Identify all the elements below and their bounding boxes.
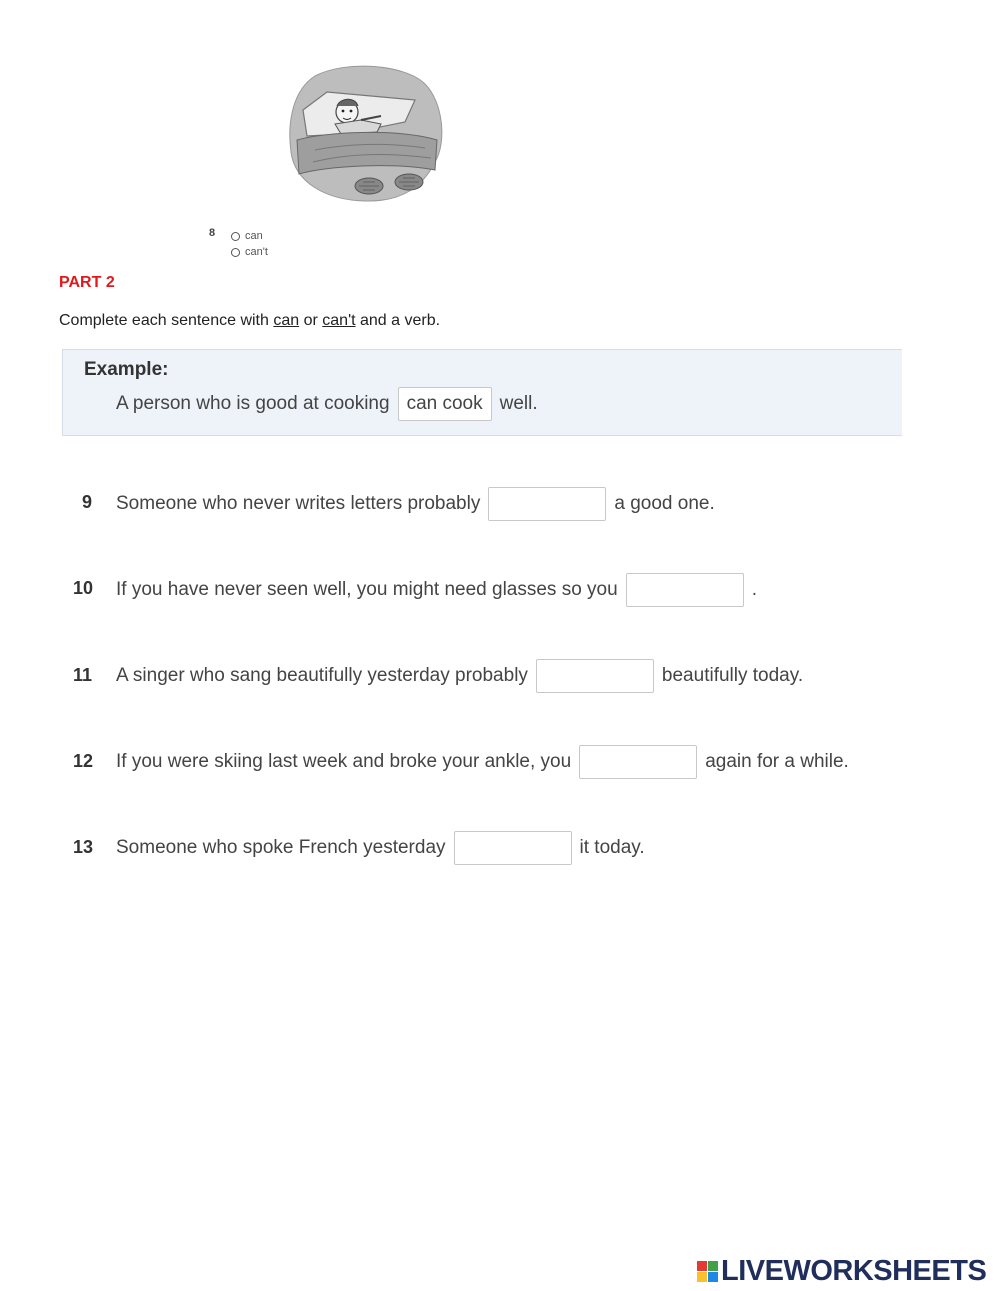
question-number: 12 — [73, 751, 94, 771]
question-12-sentence — [116, 745, 849, 779]
question-text-after: again for a while. — [705, 751, 849, 772]
question-number: 13 — [73, 837, 94, 857]
example-text-before: A person who is good at cooking — [116, 393, 390, 414]
example-label: Example: — [84, 359, 169, 380]
instruction-word-cant: can't — [322, 312, 356, 329]
answer-input-12[interactable] — [579, 745, 697, 779]
answer-input-9[interactable] — [488, 487, 606, 521]
option-cant[interactable] — [231, 246, 268, 258]
logo-block-icon — [697, 1261, 707, 1271]
radio-circle-icon[interactable] — [231, 248, 240, 257]
option-label: can't — [245, 246, 268, 258]
question-8-number: 8 — [209, 227, 216, 239]
option-can[interactable] — [231, 230, 263, 242]
answer-input-11[interactable] — [536, 659, 654, 693]
driver-car-illustration — [285, 62, 445, 204]
question-text-after: beautifully today. — [661, 665, 804, 686]
instruction-text: Complete each sentence with — [59, 312, 274, 329]
instruction-text: and a verb. — [355, 312, 441, 329]
question-text-after: a good one. — [614, 493, 715, 514]
question-text-after: it today. — [579, 837, 645, 858]
instruction-word-can: can — [273, 312, 300, 329]
logo-block-icon — [708, 1272, 718, 1282]
question-text-before: A singer who sang beautifully yesterday probably — [116, 665, 528, 686]
question-text-before: Someone who spoke French yesterday — [116, 837, 446, 858]
example-text-after: well. — [499, 393, 538, 414]
instruction — [59, 312, 440, 330]
question-number: 10 — [73, 578, 94, 598]
logo-block-icon — [697, 1272, 707, 1282]
logo-blocks-icon — [697, 1261, 718, 1282]
question-text-before: If you were skiing last week and broke your ankle, you — [116, 751, 572, 772]
answer-input-13[interactable] — [454, 831, 572, 865]
question-number: 9 — [82, 492, 93, 512]
question-text-before: Someone who never writes letters probably — [116, 493, 481, 514]
question-number: 11 — [73, 665, 93, 685]
part-title: PART 2 — [59, 274, 115, 291]
example-answer-box: can cook — [398, 387, 492, 421]
question-9-sentence — [116, 487, 715, 521]
instruction-text: or — [299, 312, 323, 329]
question-text-after: . — [751, 579, 757, 600]
option-label: can — [245, 230, 263, 242]
question-text-before: If you have never seen well, you might need glasses so you — [116, 579, 618, 600]
liveworksheets-logo — [697, 1255, 986, 1288]
logo-block-icon — [708, 1261, 718, 1271]
question-10-sentence — [116, 573, 757, 607]
radio-circle-icon[interactable] — [231, 232, 240, 241]
example-sentence — [116, 387, 538, 421]
question-13-sentence — [116, 831, 645, 865]
logo-text: LIVEWORKSHEETS — [721, 1255, 987, 1287]
answer-input-10[interactable] — [626, 573, 744, 607]
question-11-sentence — [116, 659, 803, 693]
